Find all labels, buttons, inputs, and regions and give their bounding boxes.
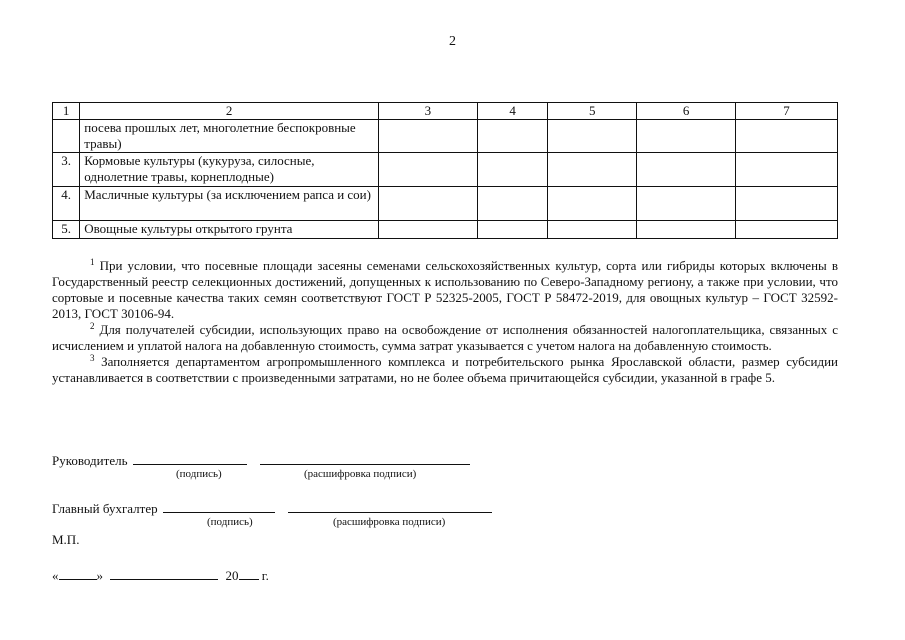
signature-caption: (подпись) <box>176 468 222 480</box>
head-decode-field[interactable] <box>260 452 470 465</box>
footnote <box>52 258 838 322</box>
table-cell <box>378 120 477 153</box>
column-number: 2 <box>80 103 379 120</box>
date-day-field[interactable] <box>59 567 97 580</box>
table-row <box>53 221 838 239</box>
accountant-signature-line <box>52 500 492 517</box>
table-cell <box>477 120 548 153</box>
column-number: 4 <box>477 103 548 120</box>
table-cell <box>378 221 477 239</box>
row-number: 5. <box>53 221 80 239</box>
column-number: 3 <box>378 103 477 120</box>
subsidy-table <box>52 102 838 239</box>
table-row <box>53 120 838 153</box>
crop-name: Масличные культуры (за исключением рапса и сои) <box>80 187 379 221</box>
table-cell <box>548 120 637 153</box>
footnote-mark: 2 <box>90 321 95 331</box>
column-number: 5 <box>548 103 637 120</box>
signature-caption: (подпись) <box>207 516 253 528</box>
crop-name: посева прошлых лет, многолетние беспокровные травы) <box>80 120 379 153</box>
date-year-field[interactable] <box>239 567 259 580</box>
table-cell <box>548 221 637 239</box>
table-cell <box>548 187 637 221</box>
table-cell <box>637 221 736 239</box>
date-year-prefix: 20 <box>225 568 239 583</box>
table-row <box>53 187 838 221</box>
date-quote-open: « <box>52 568 59 583</box>
table-cell <box>637 120 736 153</box>
row-number: 3. <box>53 153 80 187</box>
footnote <box>52 354 838 386</box>
table-cell <box>477 153 548 187</box>
crop-name: Кормовые культуры (кукуруза, силосные, однолетние травы, корнеплодные) <box>80 153 379 187</box>
table-row <box>53 153 838 187</box>
decode-caption: (расшифровка подписи) <box>304 468 417 480</box>
table-cell <box>548 153 637 187</box>
row-number: 4. <box>53 187 80 221</box>
table-cell <box>477 187 548 221</box>
footnote-mark: 1 <box>90 257 95 267</box>
table-cell <box>637 187 736 221</box>
footnote-text: Заполняется департаментом агропромышленного комплекса и потребительского рынка Ярославской области, размер субсидии устанавливается в соответствии с произведенными затратами, но не более объема причитающейся субсидии, указанной в графе 5. <box>52 354 839 385</box>
footnotes <box>52 258 838 386</box>
accountant-decode-field[interactable] <box>288 500 492 513</box>
table-cell <box>378 153 477 187</box>
table-cell <box>736 153 838 187</box>
accountant-signature-field[interactable] <box>163 500 275 513</box>
footnote-text: При условии, что посевные площади засеяны семенами сельскохозяйственных культур, сорта или гибриды которых включены в Государственный реестр селекционных достижений, допущенных к использованию по Северо-Западному региону, а также при условии, что сортовые и посевные качества таких семян соответствуют ГОСТ Р 52325-2005, ГОСТ Р 58472-2019, для овощных культур – ГОСТ 32592-2013, ГОСТ 30106-94. <box>52 258 838 321</box>
row-number <box>53 120 80 153</box>
stamp-mark: М.П. <box>52 532 80 547</box>
table-cell <box>378 187 477 221</box>
decode-caption: (расшифровка подписи) <box>333 516 446 528</box>
table-cell <box>637 153 736 187</box>
footnote <box>52 322 838 354</box>
footnote-text: Для получателей субсидии, использующих право на освобождение от исполнения обязанностей налогоплательщика, связанных с исчислением и уплатой налога на добавленную стоимость, сумма затрат указывается с учетом налога на добавленную стоимость. <box>52 322 839 353</box>
table-cell <box>736 120 838 153</box>
head-label: Руководитель <box>52 453 128 468</box>
table-cell <box>477 221 548 239</box>
table-cell <box>736 221 838 239</box>
column-number: 6 <box>637 103 736 120</box>
date-quote-close: » <box>96 568 103 583</box>
column-number: 7 <box>736 103 838 120</box>
footnote-mark: 3 <box>90 353 95 363</box>
page-number: 2 <box>449 34 456 49</box>
crop-name: Овощные культуры открытого грунта <box>80 221 379 239</box>
table-cell <box>736 187 838 221</box>
column-number: 1 <box>53 103 80 120</box>
head-signature-line <box>52 452 470 469</box>
date-line <box>52 567 269 584</box>
accountant-label: Главный бухгалтер <box>52 501 158 516</box>
date-year-suffix: г. <box>261 568 269 583</box>
head-signature-field[interactable] <box>133 452 247 465</box>
date-month-field[interactable] <box>110 567 218 580</box>
table-header-row <box>53 103 838 120</box>
